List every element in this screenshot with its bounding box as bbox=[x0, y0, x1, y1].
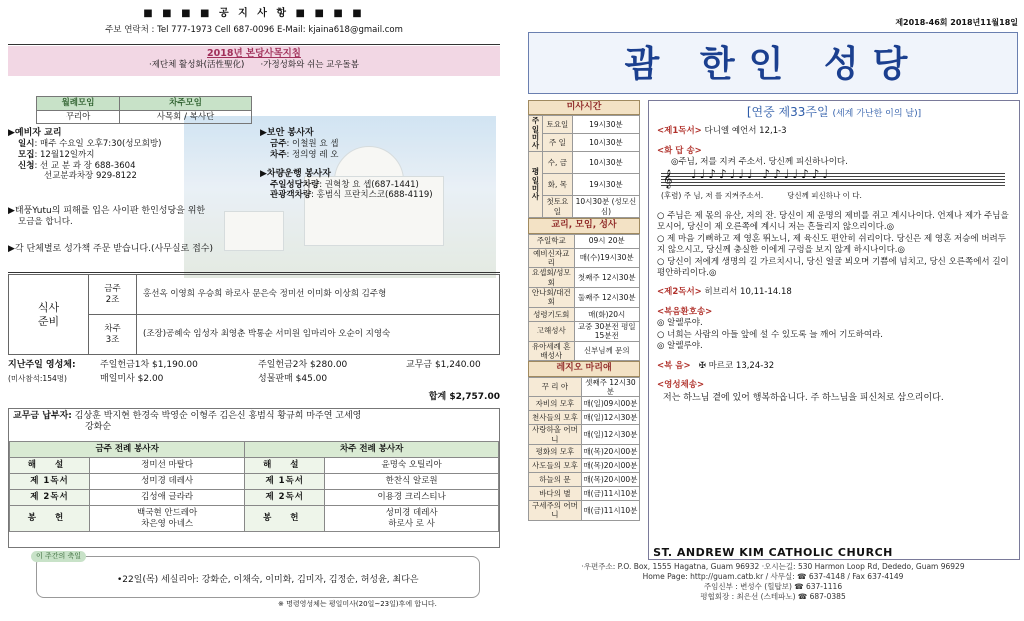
table-row bbox=[529, 473, 640, 487]
schedule-name: 성령기도회 bbox=[529, 307, 575, 321]
church-homepage: Home Page: http://guam.catb.kr / 사무실: ☎ 637-4148 / Fax 637-4149 bbox=[642, 572, 904, 582]
dues-names-2: 강화순 bbox=[85, 422, 112, 433]
table-row bbox=[529, 411, 640, 425]
table-row bbox=[10, 506, 499, 532]
first-reading: 다니엘 예언서 12,1-3 bbox=[704, 126, 787, 137]
finance-goods: 성물판매 $45.00 bbox=[258, 374, 328, 384]
catechism-apply: : 선 교 분 과 장 688-3604 bbox=[34, 160, 136, 171]
church-banner bbox=[528, 32, 1018, 94]
schedule-time: 매(금)11시10분 bbox=[581, 487, 639, 501]
finance-label: 지난주일 영성체: bbox=[8, 360, 76, 370]
server-role: 해 설 bbox=[245, 458, 325, 474]
schedule-name: 고해성사 bbox=[529, 321, 575, 341]
dues-names: 김상훈 박지현 한경숙 박영순 이형주 김은신 홍범식 황규희 마주연 고세영 bbox=[74, 411, 362, 421]
server-name: 하로사 로 사 bbox=[388, 518, 435, 529]
catechism-label-apply: 신청 bbox=[18, 160, 35, 171]
pastoral-goals bbox=[8, 60, 500, 71]
left-page bbox=[8, 8, 500, 613]
meal-week2 bbox=[89, 315, 137, 355]
finance-section bbox=[8, 360, 500, 403]
sunday-mass-label: 주일미사 bbox=[529, 116, 543, 152]
typhoon-line-2: 모금을 합니다. bbox=[18, 217, 73, 228]
catechism-heading: ▶예비자 교리 bbox=[8, 128, 62, 138]
alleluia-2: ○ 너희는 사람의 아들 앞에 설 수 있도록 늘 깨어 기도하여라. bbox=[657, 329, 883, 340]
schedule-name: 예비신자교리 bbox=[529, 248, 575, 268]
schedule-time: 셋째주 12시30분 bbox=[581, 377, 639, 397]
schedule-time: 첫째주 12시30분 bbox=[574, 268, 640, 288]
alleluia-1: ◎ 알렐루야. bbox=[657, 318, 703, 329]
finance-total: 합계 $2,757.00 bbox=[428, 392, 500, 402]
sunday-title-sub: (세계 가난한 이의 날)] bbox=[832, 109, 922, 119]
schedule-name: 사랑하올 어머니 bbox=[529, 425, 582, 445]
catechism-time: : 매주 수요일 오후7:30(성모회방) bbox=[34, 139, 162, 150]
typhoon-line-1: ▶태풍Yutu의 피해를 입은 사이판 한인성당을 위한 bbox=[8, 206, 206, 216]
server-name: 성미경 데레사 bbox=[90, 474, 245, 490]
schedule-time: 매(일)12시30분 bbox=[581, 425, 639, 445]
schedule-time: 둘째주 12시30분 bbox=[574, 288, 640, 308]
mass-day: 첫토요일 bbox=[543, 196, 573, 218]
schedule-name: 유아세례 혼배성사 bbox=[529, 341, 575, 361]
mass-time: 10시30분 bbox=[572, 152, 639, 174]
treble-clef-icon: 𝄞 bbox=[663, 168, 673, 188]
church-council-head: 평협회장 : 최은선 (스테파노) ☎ 687-0385 bbox=[700, 592, 846, 602]
table-row bbox=[529, 377, 640, 397]
pastoral-goal-1: ·제단체 활성화(活性聖化) bbox=[149, 59, 245, 70]
meal-week1-names: 홍선옥 이영희 우승희 하로사 문은숙 정미선 이미화 이상희 김주형 bbox=[137, 275, 500, 315]
finance-dues: 교무금 $1,240.00 bbox=[406, 360, 481, 370]
music-score bbox=[661, 166, 1011, 205]
mass-heading: 미사시간 bbox=[528, 100, 640, 115]
mass-day: 화, 목 bbox=[543, 174, 573, 196]
server-role: 제 1독서 bbox=[245, 474, 325, 490]
servers-table bbox=[9, 441, 499, 532]
finance-offering-1: 주일헌금1차 $1,190.00 bbox=[100, 360, 198, 370]
meal-label-2: 준비 bbox=[37, 314, 60, 328]
security-next: : 정의영 레 오 bbox=[286, 149, 339, 160]
server-role: 봉 헌 bbox=[245, 506, 325, 532]
server-role: 제 1독서 bbox=[10, 474, 90, 490]
schedule-time: 매(수)19시30분 bbox=[574, 248, 640, 268]
score-lyrics-1: (후렴) 주 님, 저 를 지켜주소서. bbox=[661, 190, 764, 200]
schedule-time: 매(금)11시10분 bbox=[581, 501, 639, 521]
table-row bbox=[10, 458, 499, 474]
psalm-refrain: ◎주님, 저를 지켜 주소서. 당신께 피신하나이다. bbox=[671, 157, 848, 168]
schedule-name: 안나회/대건회 bbox=[529, 288, 575, 308]
server-role: 봉 헌 bbox=[10, 506, 90, 532]
catechism-label-time: 일시 bbox=[18, 139, 35, 150]
table-row bbox=[529, 459, 640, 473]
table-row bbox=[529, 321, 640, 341]
parking-heading: ▶차량운행 봉사자 bbox=[260, 168, 331, 179]
finance-attendance: (미사참석:154명) bbox=[8, 374, 67, 383]
mass-time: 19시30분 bbox=[572, 174, 639, 196]
servers-next-header: 차주 전례 봉사자 bbox=[245, 442, 499, 458]
schedule-name: 사도들의 모후 bbox=[529, 459, 582, 473]
schedule-name: 바다의 별 bbox=[529, 487, 582, 501]
mass-time: 10시30분 bbox=[572, 134, 639, 152]
communion-label: <영성체송> bbox=[657, 380, 705, 391]
schedule-time: 매(목)20시00분 bbox=[581, 445, 639, 459]
legio-heading: 레지오 마리애 bbox=[528, 361, 640, 376]
issue-number: 제2018-46회 2018년11월18일 bbox=[895, 18, 1018, 27]
mass-day: 주 일 bbox=[543, 134, 573, 152]
server-name: 이용경 크리스티나 bbox=[325, 490, 499, 506]
alleluia-3: ◎ 알렐루야. bbox=[657, 341, 703, 352]
security-label-this: 금주 bbox=[270, 139, 287, 150]
server-name: 정미선 마탈다 bbox=[90, 458, 245, 474]
parking-label-tourist: 관광객차량 bbox=[270, 190, 312, 201]
meeting-header-monthly: 월례모임 bbox=[37, 97, 120, 111]
schedule-name: 천사들의 모후 bbox=[529, 411, 582, 425]
table-row bbox=[529, 288, 640, 308]
weekday-mass-label: 평일미사 bbox=[529, 152, 543, 218]
schedule-time: 09시 20분 bbox=[574, 234, 640, 248]
table-row bbox=[529, 268, 640, 288]
schedule-name: 요셉회/성모회 bbox=[529, 268, 575, 288]
table-row bbox=[10, 490, 499, 506]
server-name: 김성애 글라라 bbox=[90, 490, 245, 506]
table-row bbox=[529, 248, 640, 268]
table-row bbox=[529, 501, 640, 521]
readings-box bbox=[648, 100, 1020, 560]
schedule-time: 교중 30분전 평일 15분전 bbox=[574, 321, 640, 341]
mass-time: 10시30분 (성모신심) bbox=[572, 196, 639, 218]
schedule-time: 매(목)20시00분 bbox=[581, 459, 639, 473]
server-role: 제 2독서 bbox=[10, 490, 90, 506]
security-this: : 이철원 요 셉 bbox=[286, 139, 339, 150]
meeting-table bbox=[36, 96, 252, 124]
edu-table bbox=[528, 234, 640, 362]
feast-box bbox=[36, 552, 480, 598]
schedule-name: 하늘의 문 bbox=[529, 473, 582, 487]
meeting-monthly-value: 꾸리아 bbox=[37, 110, 120, 124]
server-name: 한찬식 알로원 bbox=[325, 474, 499, 490]
servers-this-header: 금주 전례 봉사자 bbox=[10, 442, 245, 458]
schedule-time: 신부님께 문의 bbox=[574, 341, 640, 361]
table-row bbox=[529, 487, 640, 501]
meal-week2-names: (조장)공혜숙 임성자 최영춘 박통순 서미원 임마리아 오순이 지영숙 bbox=[137, 315, 500, 355]
pastoral-section bbox=[8, 46, 500, 76]
table-row bbox=[529, 445, 640, 459]
meal-week1-a: 금주 bbox=[104, 283, 121, 294]
meal-week1 bbox=[89, 275, 137, 315]
notice-contact: 주보 연락처 : Tel 777-1973 Cell 687-0096 E-Mail: kjaina618@gmail.com bbox=[105, 24, 403, 35]
music-notes-icon: ♩♩♪♪♩♩♩ ♪♪♩♩♪♪♩ bbox=[691, 166, 832, 181]
psalm-label: <화 답 송> bbox=[657, 145, 702, 156]
mass-day: 토요일 bbox=[543, 116, 573, 134]
notice-title: ■ ■ ■ ■ 공 지 사 항 ■ ■ ■ ■ bbox=[143, 8, 365, 19]
security-label-next: 차주 bbox=[270, 149, 287, 160]
right-page bbox=[528, 18, 1018, 613]
pastoral-title: 2018년 본당사목지침 bbox=[207, 48, 301, 59]
first-reading-label: <제1독서> bbox=[657, 126, 702, 137]
mass-table bbox=[528, 115, 640, 218]
table-row bbox=[529, 341, 640, 361]
meal-label-1: 식사 bbox=[37, 300, 60, 314]
schedule-time: 매(일)09시00분 bbox=[581, 397, 639, 411]
church-name-en: ST. ANDREW KIM CATHOLIC CHURCH bbox=[653, 546, 893, 559]
psalm-verse-2: ○ 제 마음 기뻐하고 제 영혼 뛰노니, 제 육신도 편안히 쉬리이다. 당신은 제 영혼 저승에 버려두지 않으시고, 당신께 충실한 이에게 구렁을 보지 않게 하시나이다.◎ bbox=[657, 233, 1006, 256]
meal-week2-a: 차주 bbox=[104, 323, 121, 334]
table-row bbox=[529, 425, 640, 445]
second-reading: 히브리서 10,11-14.18 bbox=[704, 287, 792, 298]
table-row bbox=[529, 397, 640, 411]
finance-daily: 매일미사 $2.00 bbox=[100, 374, 164, 384]
server-name: 백국현 안드레아 bbox=[137, 508, 198, 518]
typhoon-notice bbox=[8, 206, 268, 228]
schedule-time: 매(일)12시30분 bbox=[581, 411, 639, 425]
server-name: 차은영 아네스 bbox=[141, 518, 194, 529]
catechism-label-recruit: 모집 bbox=[18, 149, 35, 160]
catechism-recruit: : 12월12일까지 bbox=[34, 149, 95, 160]
dues-label: 교무금 납부자: bbox=[13, 411, 72, 421]
catechism-notice bbox=[8, 128, 248, 182]
psalm-verse-1: ○ 주님은 제 몫의 유산, 저의 잔. 당신이 제 운명의 제비를 쥐고 계시나이다. 언제나 제가 주님을 모시어, 당신이 제 오른쪽에 계시니 저는 흔들리지 않으리이다.◎ bbox=[657, 210, 1009, 233]
meal-label bbox=[9, 275, 89, 355]
church-title: 괌 한인 성당 bbox=[624, 43, 922, 85]
feast-tag: 이 주간의 축일 bbox=[31, 551, 86, 562]
sunday-title-main: [연중 제33주일 bbox=[746, 105, 829, 119]
parking-tourist: : 홍범식 프란치스코(688-4119) bbox=[311, 190, 433, 201]
meeting-header-next: 차주모임 bbox=[120, 97, 252, 111]
parking-label-sunday: 주일성당차량 bbox=[270, 179, 320, 190]
church-address: ·우편주소: P.O. Box, 1555 Hagatna, Guam 96932 ·오시는길: 530 Harmon Loop Rd, Dededo, Guam 96929 bbox=[581, 562, 965, 571]
church-contact bbox=[528, 562, 1018, 603]
church-pastor: 주임신부 : 변성수 (힐탑보) ☎ 637-1116 bbox=[703, 582, 843, 592]
server-role: 해 설 bbox=[10, 458, 90, 474]
parking-sunday: : 권혁창 요 셉(687-1441) bbox=[319, 179, 419, 190]
security-notice bbox=[260, 128, 500, 201]
mass-schedule bbox=[528, 100, 640, 521]
pastoral-goal-2: ·가정성화와 쉬는 교우돌봄 bbox=[260, 59, 359, 70]
schedule-name: 꾸 리 아 bbox=[529, 377, 582, 397]
server-name: 윤명숙 오틸리아 bbox=[325, 458, 499, 474]
schedule-time: 매(화)20시 bbox=[574, 307, 640, 321]
table-row bbox=[529, 307, 640, 321]
meal-table bbox=[8, 274, 500, 355]
server-name: 성미경 데레사 bbox=[385, 508, 438, 518]
gospel-label: <복 음> bbox=[657, 360, 691, 371]
meal-week1-b: 2조 bbox=[105, 294, 120, 305]
hymnbook-notice: ▶각 단체별로 성가책 주문 받습니다.(사무실로 접수) bbox=[8, 244, 213, 254]
communion-antiphon: 저는 하느님 곁에 있어 행복하옵니다. 주 하느님을 피신처로 삼으리이다. bbox=[663, 392, 944, 403]
gospel: ✠ 마르코 13,24-32 bbox=[698, 360, 775, 371]
schedule-name: 구세주의 어머니 bbox=[529, 501, 582, 521]
catechism-apply-2: 선교분과차장 929-8122 bbox=[44, 171, 137, 182]
score-lyrics-2: 당신께 피신하나 이 다. bbox=[787, 190, 862, 200]
feast-text: •22일(목) 세실리아: 강화순, 이채숙, 이미화, 김미자, 김정순, 허성윤, 최다은 bbox=[117, 575, 419, 585]
edu-heading: 교리, 모임, 성사 bbox=[528, 218, 640, 233]
schedule-time: 매(목)20시00분 bbox=[581, 473, 639, 487]
server-role: 제 2독서 bbox=[245, 490, 325, 506]
finance-offering-2: 주일헌금2차 $280.00 bbox=[258, 360, 348, 370]
schedule-name: 평화의 모후 bbox=[529, 445, 582, 459]
second-reading-label: <제2독서> bbox=[657, 287, 702, 298]
schedule-name: 주일학교 bbox=[529, 234, 575, 248]
security-heading: ▶보안 봉사자 bbox=[260, 128, 314, 138]
feast-note: ※ 명령영성체는 평일미사(20일~23일)후에 합니다. bbox=[278, 600, 437, 608]
sunday-title bbox=[657, 105, 1011, 120]
alleluia-label: <복음환호송> bbox=[657, 306, 713, 317]
servers-box bbox=[8, 408, 500, 548]
psalm-verse-3: ○ 당신이 저에게 생명의 길 가르치시니, 당신 얼굴 뵈오며 기쁨에 넘치고, 당신 오른쪽에서 길이 평안하리이다.◎ bbox=[657, 256, 1009, 278]
meeting-next-value: 사목회 / 복사단 bbox=[120, 110, 252, 124]
table-row bbox=[529, 234, 640, 248]
meal-week2-b: 3조 bbox=[105, 334, 120, 345]
table-row bbox=[10, 474, 499, 490]
schedule-name: 자비의 모후 bbox=[529, 397, 582, 411]
mass-time: 19시30분 bbox=[572, 116, 639, 134]
mass-day: 수, 금 bbox=[543, 152, 573, 174]
legio-table bbox=[528, 377, 640, 521]
